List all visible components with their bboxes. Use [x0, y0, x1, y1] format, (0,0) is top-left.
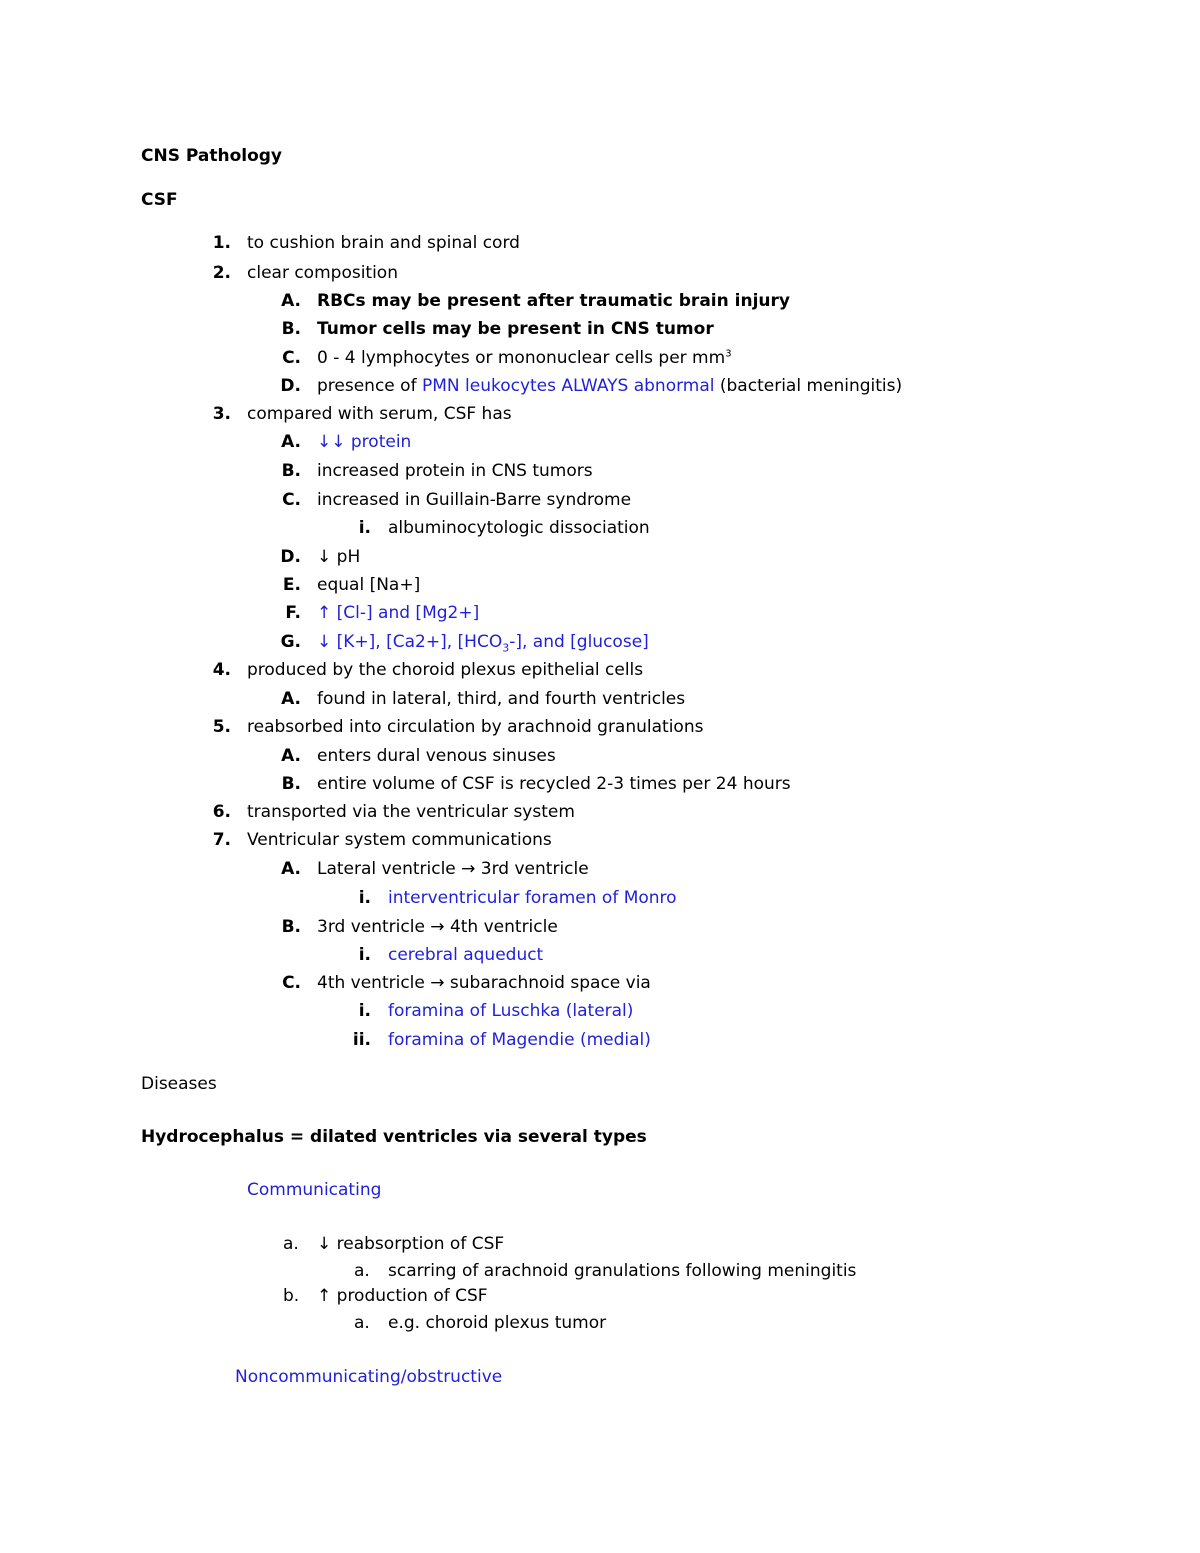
list-item: cerebral aqueduct [388, 945, 544, 965]
list-marker: D. [280, 376, 301, 396]
list-item: increased in Guillain-Barre syndrome [317, 490, 632, 510]
list-item: transported via the ventricular system [247, 802, 575, 822]
list-marker: C. [282, 973, 301, 993]
list-marker: a. [354, 1313, 370, 1333]
list-marker: a. [354, 1261, 370, 1281]
list-marker: F. [285, 603, 301, 623]
list-item: ↑ production of CSF [317, 1286, 488, 1306]
list-item: ↓ pH [317, 547, 361, 567]
list-item: scarring of arachnoid granulations following meningitis [388, 1261, 857, 1281]
list-marker: 4. [212, 660, 231, 680]
list-item: foramina of Magendie (medial) [388, 1030, 651, 1050]
list-item: ↓ reabsorption of CSF [317, 1234, 505, 1254]
list-marker: i. [358, 518, 371, 538]
list-item: increased protein in CNS tumors [317, 461, 593, 481]
list-marker: G. [280, 632, 301, 652]
subscript: 3 [502, 641, 510, 655]
list-marker: ii. [352, 1030, 371, 1050]
list-item: compared with serum, CSF has [247, 404, 512, 424]
list-item: equal [Na+] [317, 575, 421, 595]
list-item: clear composition [247, 263, 398, 283]
list-item [317, 375, 902, 397]
list-marker: i. [358, 888, 371, 908]
list-item [317, 347, 732, 369]
list-item: reabsorbed into circulation by arachnoid granulations [247, 717, 704, 737]
list-marker: B. [281, 461, 301, 481]
list-marker: A. [281, 859, 301, 879]
list-marker: 5. [212, 717, 231, 737]
list-marker: B. [281, 774, 301, 794]
item-text: (bacterial meningitis) [714, 376, 903, 396]
list-marker: 2. [212, 263, 231, 283]
list-marker: b. [283, 1286, 300, 1306]
list-item: Lateral ventricle → 3rd ventricle [317, 859, 589, 879]
list-marker: B. [281, 917, 301, 937]
list-marker: 7. [212, 830, 231, 850]
list-item: produced by the choroid plexus epithelial cells [247, 660, 644, 680]
item-text: 0 - 4 lymphocytes or mononuclear cells per mm [317, 348, 726, 368]
list-marker: 1. [212, 233, 231, 253]
section-heading-diseases: Diseases [141, 1074, 217, 1094]
list-item: Ventricular system communications [247, 830, 552, 850]
list-marker: 6. [212, 802, 231, 822]
list-item: enters dural venous sinuses [317, 746, 556, 766]
list-item: Tumor cells may be present in CNS tumor [317, 319, 714, 339]
list-marker: C. [282, 348, 301, 368]
hydrocephalus-heading: Hydrocephalus = dilated ventricles via several types [141, 1127, 647, 1147]
list-marker: A. [281, 432, 301, 452]
list-marker: 3. [212, 404, 231, 424]
list-item: to cushion brain and spinal cord [247, 233, 520, 253]
list-marker: i. [358, 945, 371, 965]
list-marker: D. [280, 547, 301, 567]
highlight-text: PMN leukocytes ALWAYS abnormal [421, 376, 715, 396]
list-item: found in lateral, third, and fourth ventricles [317, 689, 686, 709]
list-item: RBCs may be present after traumatic brain injury [317, 291, 790, 311]
list-marker: A. [281, 689, 301, 709]
page-title: CNS Pathology [141, 146, 283, 166]
item-text: presence of [317, 376, 422, 396]
list-item: albuminocytologic dissociation [388, 518, 650, 538]
list-marker: i. [358, 1001, 371, 1021]
list-marker: C. [282, 490, 301, 510]
item-text: ↓ [K+], [Ca2+], [HCO [317, 632, 503, 652]
list-marker: A. [281, 746, 301, 766]
noncommunicating-heading: Noncommunicating/obstructive [235, 1367, 503, 1387]
list-marker: B. [281, 319, 301, 339]
list-marker: A. [281, 291, 301, 311]
communicating-heading: Communicating [247, 1180, 382, 1200]
list-item: entire volume of CSF is recycled 2-3 times per 24 hours [317, 774, 791, 794]
list-item: 4th ventricle → subarachnoid space via [317, 973, 651, 993]
list-item: 3rd ventricle → 4th ventricle [317, 917, 558, 937]
list-marker: a. [283, 1234, 299, 1254]
list-item: foramina of Luschka (lateral) [388, 1001, 634, 1021]
list-item: interventricular foramen of Monro [388, 888, 677, 908]
section-heading-csf: CSF [141, 190, 178, 210]
list-item: e.g. choroid plexus tumor [388, 1313, 607, 1333]
list-item: ↓↓ protein [317, 432, 412, 452]
item-text: -], and [glucose] [509, 632, 649, 652]
list-item [317, 631, 649, 653]
superscript: 3 [725, 348, 732, 360]
list-item: ↑ [Cl-] and [Mg2+] [317, 603, 480, 623]
list-marker: E. [282, 575, 301, 595]
